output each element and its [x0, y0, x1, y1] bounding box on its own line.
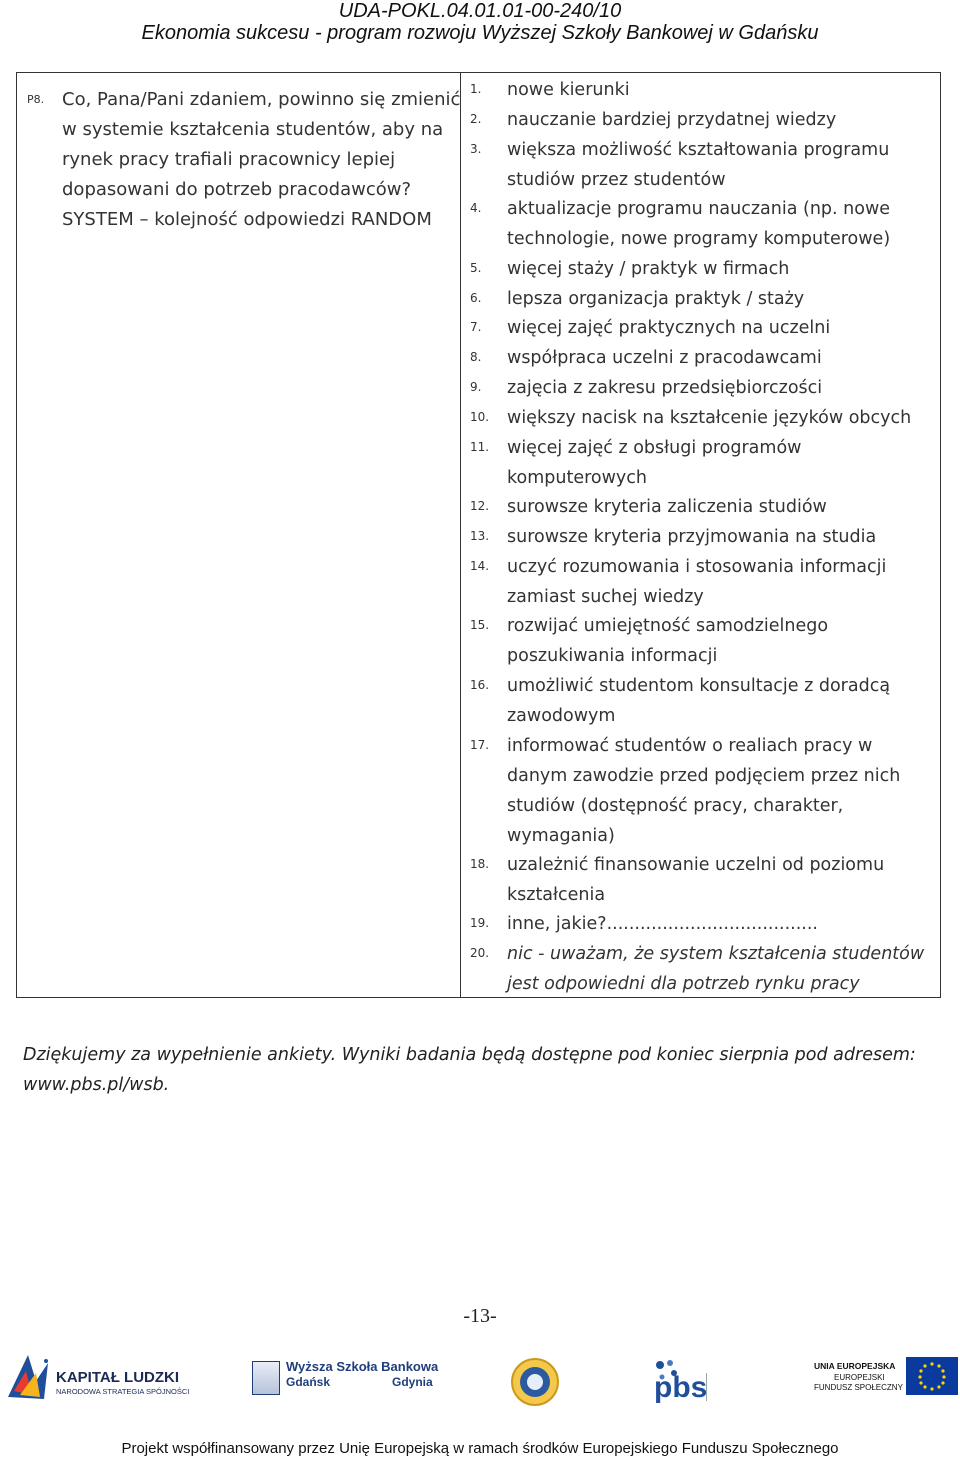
question-line: dopasowani do potrzeb pracodawców? [62, 179, 412, 200]
wsb-crest-icon [252, 1361, 280, 1395]
kapital-ludzki-title: KAPITAŁ LUDZKI [56, 1369, 180, 1386]
logo-strip [0, 1345, 960, 1415]
question-line: Co, Pana/Pani zdaniem, powinno się zmienić [62, 89, 461, 110]
answer-line: nauczanie bardziej przydatnej wiedzy [507, 109, 837, 130]
answer-text [507, 492, 827, 522]
answer-line: zajęcia z zakresu przedsiębiorczości [507, 378, 823, 398]
answer-number: 5. [470, 260, 482, 275]
answer-text [507, 254, 789, 284]
answer-number: 11. [470, 439, 490, 454]
question-number: P8. [27, 93, 45, 106]
question-line: w systemie kształcenia studentów, aby na [62, 119, 444, 140]
wsb-city-gdynia: Gdynia [392, 1375, 433, 1389]
page-number: -13- [463, 1305, 497, 1327]
eu-line2: EUROPEJSKI [834, 1373, 885, 1382]
answer-line: studiów (dostępność pracy, charakter, [507, 795, 844, 816]
answer-text [507, 731, 900, 851]
answer-number: 14. [470, 558, 490, 573]
answer-line: surowsze kryteria zaliczenia studiów [507, 497, 827, 518]
answer-number: 8. [470, 350, 482, 365]
answer-line: wymagania) [507, 825, 615, 846]
answer-line: nowe kierunki [507, 80, 630, 100]
answer-text [507, 403, 911, 433]
answer-number: 4. [470, 201, 482, 216]
answer-line: surowsze kryteria przyjmowania na studia [507, 527, 877, 547]
question-table [16, 72, 941, 998]
answer-number: 20. [470, 946, 490, 961]
answer-text [507, 671, 890, 731]
answer-number: 12. [470, 499, 490, 514]
answer-line: rozwijać umiejętność samodzielnego [507, 616, 829, 637]
answer-line: inne, jakie?...................................... [507, 914, 818, 935]
answer-text [507, 939, 924, 999]
answer-line: informować studentów o realiach pracy w [507, 735, 873, 756]
answer-number: 16. [470, 678, 490, 692]
answer-number: 2. [470, 111, 482, 126]
pbs-logo [654, 1359, 708, 1404]
answer-number: 7. [470, 320, 482, 335]
answer-line: zawodowym [507, 706, 616, 726]
answer-line: umożliwić studentom konsultacje z doradcą [507, 676, 891, 696]
answer-number: 1. [470, 82, 482, 96]
answer-number: 13. [470, 529, 490, 543]
answer-text [507, 75, 630, 105]
answer-text [507, 284, 804, 314]
wsb-city-gdansk: Gdańsk [286, 1375, 331, 1389]
answer-line: więcej staży / praktyk w firmach [507, 258, 790, 279]
award-seal-icon [510, 1357, 560, 1407]
answer-line: współpraca uczelni z pracodawcami [507, 348, 822, 369]
answer-text [507, 135, 889, 195]
answer-number: 10. [470, 409, 490, 424]
answer-line: poszukiwania informacji [507, 646, 718, 667]
answer-text [507, 850, 884, 910]
answer-number: 17. [470, 737, 490, 752]
answer-line: więcej zajęć z obsługi programów [507, 437, 802, 458]
answer-line: technologie, nowe programy komputerowe) [507, 229, 891, 250]
answer-line: danym zawodzie przed podjęciem przez nich [507, 765, 901, 786]
answer-text [507, 611, 828, 671]
pbs-wordmark: pbs [654, 1371, 708, 1404]
answer-line: komputerowych [507, 467, 647, 488]
answer-line: studiów przez studentów [507, 169, 726, 190]
seal-logo [510, 1357, 560, 1411]
eu-flag-icon [906, 1357, 958, 1395]
thank-you-line: Dziękujemy za wypełnienie ankiety. Wyniki badania będą dostępne pod koniec sierpnia pod adresem: [23, 1045, 916, 1065]
answer-line: kształcenia [507, 884, 606, 905]
answer-text [507, 313, 830, 343]
answer-line: uzależnić finansowanie uczelni od poziomu [507, 854, 885, 875]
answer-line: zamiast suchej wiedzy [507, 586, 704, 607]
answer-number: 9. [470, 380, 482, 394]
answer-text [507, 343, 822, 373]
answer-line: jest odpowiedni dla potrzeb rynku pracy [507, 974, 860, 995]
question-line: SYSTEM – kolejność odpowiedzi RANDOM [62, 209, 432, 230]
answer-text [507, 194, 890, 254]
answer-line: większa możliwość kształtowania programu [507, 139, 890, 160]
wsb-name: Wyższa Szkoła Bankowa [286, 1359, 439, 1374]
answer-text [507, 433, 801, 493]
answer-line: lepsza organizacja praktyk / staży [507, 288, 805, 309]
answer-text [507, 522, 876, 552]
eu-line1: UNIA EUROPEJSKA [814, 1361, 896, 1371]
answer-text [507, 373, 822, 403]
answer-list [470, 73, 935, 995]
answer-number: 15. [470, 618, 490, 633]
pbs-tagline-block [706, 1373, 741, 1401]
thank-you-note [23, 1040, 923, 1100]
answer-text [507, 105, 836, 135]
answer-line: uczyć rozumowania i stosowania informacji [507, 556, 887, 577]
answer-number: 18. [470, 856, 490, 871]
kapital-ludzki-subtitle: NARODOWA STRATEGIA SPÓJNOŚCI [56, 1387, 190, 1396]
header-program-title: Ekonomia sukcesu - program rozwoju Wyższej Szkoły Bankowej w Gdańsku [141, 22, 819, 44]
header-project-code: UDA-POKL.04.01.01-00-240/10 [338, 0, 622, 22]
answer-text [507, 552, 886, 612]
answer-line: nic - uważam, że system kształcenia studentów [507, 944, 925, 965]
eu-line3: FUNDUSZ SPOŁECZNY [814, 1383, 903, 1392]
question-text [62, 85, 461, 235]
answer-number: 6. [470, 290, 482, 305]
answer-line: aktualizacje programu nauczania (np. nowe [507, 199, 891, 220]
question-line: rynek pracy trafiali pracownicy lepiej [62, 149, 396, 170]
answer-line: więcej zajęć praktycznych na uczelni [507, 318, 831, 339]
survey-url: www.pbs.pl/wsb. [23, 1075, 170, 1095]
answer-number: 3. [470, 141, 482, 156]
footer-funding-note: Projekt współfinansowany przez Unię Europejską w ramach środków Europejskiego Funduszu Społecznego [121, 1440, 839, 1457]
answer-number: 19. [470, 916, 490, 931]
answer-line: większy nacisk na kształcenie języków obcych [507, 407, 912, 428]
kapital-ludzki-logo [6, 1351, 206, 1407]
answer-text [507, 909, 818, 939]
column-divider [460, 73, 461, 997]
